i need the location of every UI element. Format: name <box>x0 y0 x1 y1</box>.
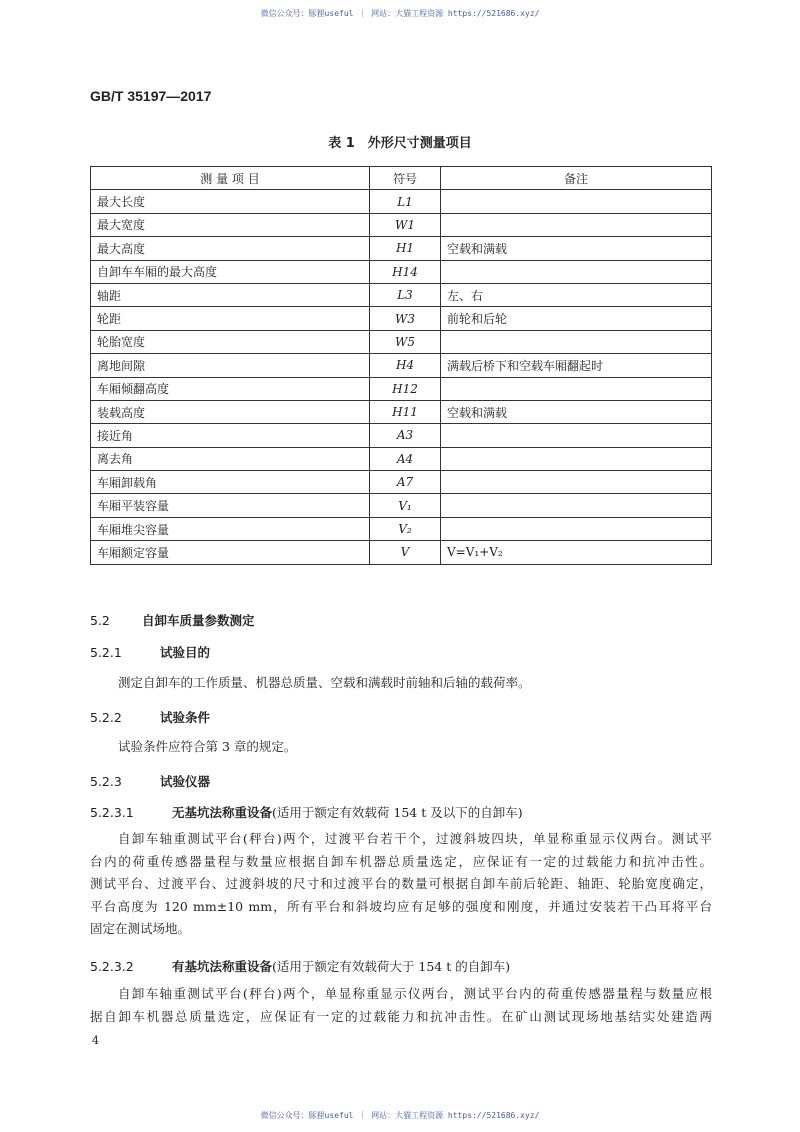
paragraph: 试验条件应符合第 3 章的规定。 <box>118 739 297 754</box>
cell-symbol: H1 <box>370 237 441 260</box>
cell-symbol: V₁ <box>370 494 441 517</box>
cell-item: 车厢卸载角 <box>91 471 370 494</box>
cell-symbol: H14 <box>370 260 441 283</box>
cell-remark <box>441 213 712 236</box>
cell-item: 轮胎宽度 <box>91 330 370 353</box>
section-heading: 5.2.1 试验目的 <box>90 645 211 660</box>
table-row <box>91 517 712 540</box>
cell-item: 车厢堆尖容量 <box>91 517 370 540</box>
cell-remark <box>441 517 712 540</box>
cell-item: 离去角 <box>91 447 370 470</box>
cell-remark: 空载和满载 <box>441 237 712 260</box>
cell-remark <box>441 494 712 517</box>
header-remark: 备注 <box>441 167 712 190</box>
cell-symbol: V₂ <box>370 517 441 540</box>
cell-symbol: A4 <box>370 447 441 470</box>
cell-item: 最大高度 <box>91 237 370 260</box>
cell-item: 离地间隙 <box>91 354 370 377</box>
table-row <box>91 447 712 470</box>
cell-symbol: L1 <box>370 190 441 213</box>
cell-remark <box>441 377 712 400</box>
section-heading: 5.2.3.2 有基坑法称重设备(适用于额定有效载荷大于 154 t 的自卸车) <box>90 959 511 974</box>
paragraph: 测定自卸车的工作质量、机器总质量、空载和满载时前轴和后轴的载荷率。 <box>118 675 531 690</box>
cell-symbol: L3 <box>370 283 441 306</box>
cell-symbol: H12 <box>370 377 441 400</box>
cell-remark: V=V₁+V₂ <box>441 541 712 564</box>
cell-symbol: W5 <box>370 330 441 353</box>
table-row <box>91 213 712 236</box>
table-row <box>91 283 712 306</box>
cell-remark <box>441 190 712 213</box>
cell-remark <box>441 447 712 470</box>
cell-remark: 左、右 <box>441 283 712 306</box>
cell-remark <box>441 260 712 283</box>
cell-item: 最大宽度 <box>91 213 370 236</box>
cell-symbol: W3 <box>370 307 441 330</box>
cell-item: 接近角 <box>91 424 370 447</box>
table-row <box>91 471 712 494</box>
header-item: 测 量 项 目 <box>91 167 370 190</box>
cell-item: 最大长度 <box>91 190 370 213</box>
cell-item: 轴距 <box>91 283 370 306</box>
table-row <box>91 424 712 447</box>
dimension-table <box>90 166 712 565</box>
table-row <box>91 307 712 330</box>
table-row <box>91 190 712 213</box>
table-row <box>91 494 712 517</box>
section-heading: 5.2.3.1 无基坑法称重设备(适用于额定有效载荷 154 t 及以下的自卸车) <box>90 805 523 820</box>
table-row <box>91 377 712 400</box>
section-heading: 5.2 自卸车质量参数测定 <box>90 613 255 628</box>
cell-symbol: A7 <box>370 471 441 494</box>
cell-item: 自卸车车厢的最大高度 <box>91 260 370 283</box>
section-heading: 5.2.3 试验仪器 <box>90 774 211 789</box>
watermark-bottom: 微信公众号：豚狸useful ｜ 网站：大猫工程资源 https://521686.xyz/ <box>260 1111 540 1120</box>
table-row <box>91 330 712 353</box>
table-row <box>91 237 712 260</box>
watermark-top: 微信公众号：豚狸useful ｜ 网站：大猫工程资源 https://521686.xyz/ <box>260 9 540 18</box>
cell-item: 车厢额定容量 <box>91 541 370 564</box>
paragraph: 自卸车轴重测试平台(秤台)两个，过渡平台若干个，过渡斜坡四块，单显称重显示仪两台。测试平 台内的荷重传感器量程与数量应根据自卸车机器总质量选定，应保证有一定的过载能力和抗冲击性。 测试平台、过渡平台、过渡斜坡的尺寸和过渡平台的数量可根据自卸车前后轮距、轴距、轮胎宽度确定， 平台高度为 120 mm±10 mm，所有平台和斜坡均应有足够的强度和刚度，并通过安装若干凸耳将平台 固定在测试场地。 <box>90 831 712 936</box>
cell-symbol: V <box>370 541 441 564</box>
cell-symbol: H11 <box>370 400 441 423</box>
paragraph: 自卸车轴重测试平台(秤台)两个，单显称重显示仪两台，测试平台内的荷重传感器量程与数量应根 据自卸车机器总质量选定，应保证有一定的过载能力和抗冲击性。在矿山测试现场地基结实处建造两 <box>90 986 712 1024</box>
cell-remark: 满载后桥下和空载车厢翻起时 <box>441 354 712 377</box>
cell-remark <box>441 424 712 447</box>
cell-item: 轮距 <box>91 307 370 330</box>
cell-remark <box>441 330 712 353</box>
table-header <box>91 167 712 190</box>
section-heading: 5.2.2 试验条件 <box>90 710 211 725</box>
cell-symbol: H4 <box>370 354 441 377</box>
cell-item: 车厢倾翻高度 <box>91 377 370 400</box>
table-row <box>91 541 712 564</box>
standard-number: GB/T 35197—2017 <box>90 88 212 104</box>
cell-symbol: W1 <box>370 213 441 236</box>
table-row <box>91 260 712 283</box>
table-row <box>91 354 712 377</box>
cell-item: 装载高度 <box>91 400 370 423</box>
table-row <box>91 400 712 423</box>
cell-item: 车厢平装容量 <box>91 494 370 517</box>
cell-remark <box>441 471 712 494</box>
cell-symbol: A3 <box>370 424 441 447</box>
cell-remark: 空载和满载 <box>441 400 712 423</box>
header-symbol: 符号 <box>370 167 441 190</box>
cell-remark: 前轮和后轮 <box>441 307 712 330</box>
table-caption: 表 1 外形尺寸测量项目 <box>328 136 472 151</box>
page-number: 4 <box>92 1034 99 1047</box>
